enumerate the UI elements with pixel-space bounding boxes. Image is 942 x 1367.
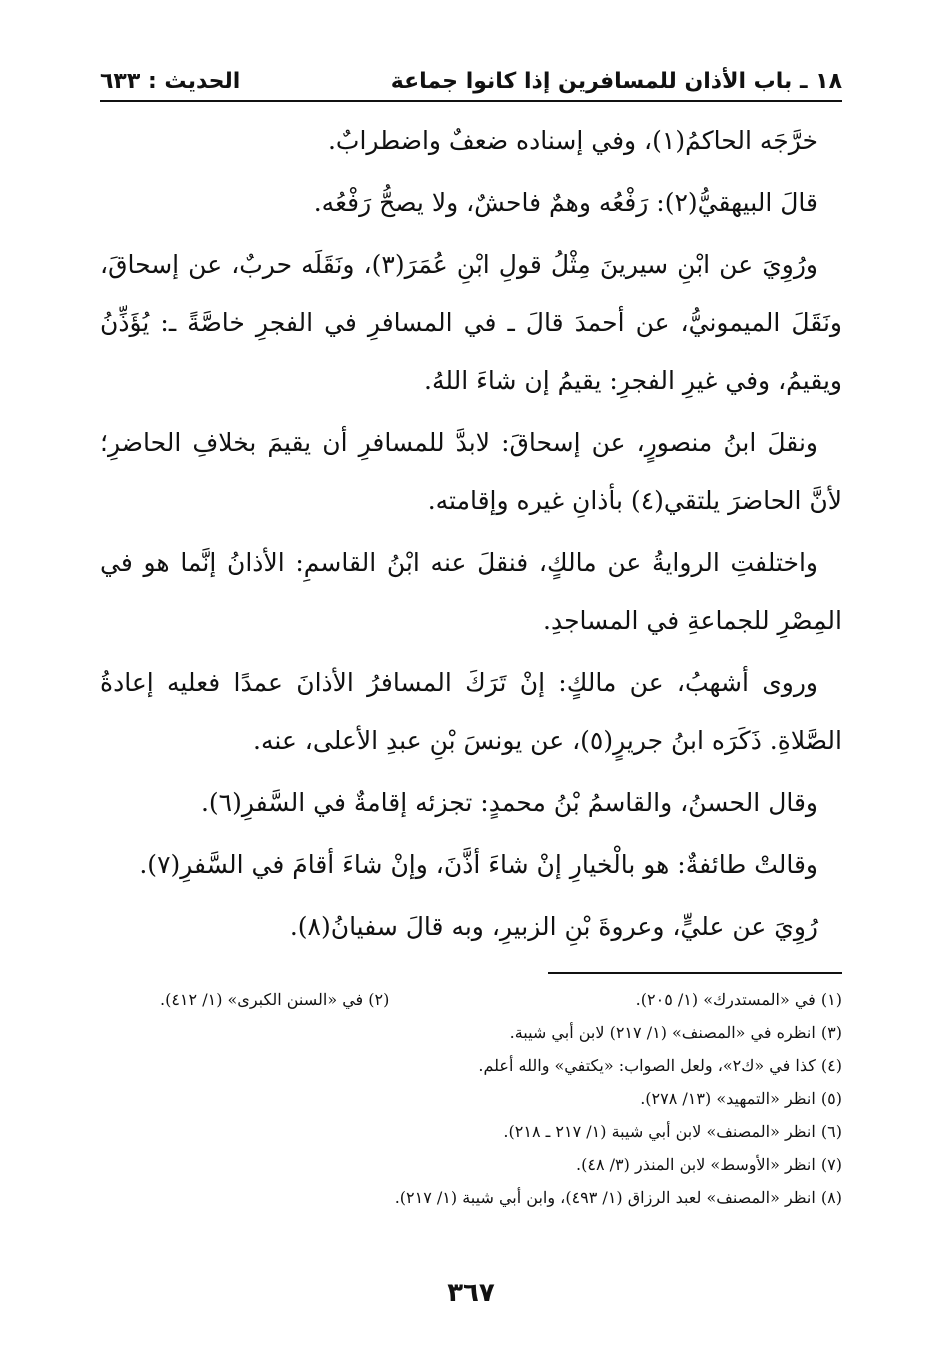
running-header [100, 64, 842, 98]
footnote-5: (٥) انظر «التمهيد» (١٣/ ٢٧٨). [640, 1089, 842, 1108]
footnote-3: (٣) انظره في «المصنف» (١/ ٢١٧) لابن أبي شيبة. [509, 1023, 842, 1042]
paragraph-7: وقال الحسنُ، والقاسمُ بْنُ محمدٍ: تجزئه إقامةٌ في السَّفرِ(٦). [200, 788, 818, 817]
footnote-8: (٨) انظر «المصنف» لعبد الرزاق (١/ ٤٩٣)، وابن أبي شيبة (١/ ٢١٧). [394, 1188, 842, 1207]
footnote-7: (٧) انظر «الأوسط» لابن المنذر (٣/ ٤٨). [576, 1155, 842, 1174]
paragraph-6: وروى أشهبُ، عن مالكٍ: إنْ تَرَكَ المسافرُ الأذانَ عمدًا فعليه إعادةُ الصَّلاةِ. ذَكَرَه ابنُ جريرٍ(٥)، عن يونسَ بْنِ عبدِ الأعلى، عنه. [100, 668, 842, 755]
footnote-row [100, 983, 842, 1016]
footnote-4: (٤) كذا في «ك٢»، ولعل الصواب: «يكتفي» والله أعلم. [478, 1056, 842, 1075]
footnote-1: (١) في «المستدرك» (١/ ٢٠٥). [635, 990, 842, 1009]
footnote-6: (٦) انظر «المصنف» لابن أبي شيبة (١/ ٢١٧ ـ ٢١٨). [503, 1122, 842, 1141]
header-divider [100, 100, 842, 102]
footnote-divider [548, 972, 842, 974]
main-text [100, 112, 842, 960]
hadith-reference: الحديث : ٦٣٣ [100, 68, 241, 94]
paragraph-2: قالَ البيهقيُّ(٢): رَفْعُه وهمٌ فاحشٌ، ولا يصحُّ رَفْعُه. [313, 188, 818, 217]
paragraph-3: ورُوِيَ عن ابْنِ سيرينَ مِثْلُ قولِ ابْنِ عُمَرَ(٣)، ونَقَلَه حربٌ، عن إسحاقَ، ونَقَلَ الميمونيُّ، عن أحمدَ قالَ ـ في المسافرِ في الفجرِ خاصَّةً ـ: يُؤَذِّنُ ويقيمُ، وفي غيرِ الفجرِ: يقيمُ إن شاءَ اللهُ. [100, 250, 842, 395]
paragraph-5: واختلفتِ الروايةُ عن مالكٍ، فنقلَ عنه ابْنُ القاسمِ: الأذانُ إنَّما هو في المِصْرِ للجماعةِ في المساجدِ. [100, 548, 842, 635]
paragraph-1: خرَّجَه الحاكمُ(١)، وفي إسناده ضعفٌ واضطرابٌ. [327, 126, 818, 155]
paragraph-8: وقالتْ طائفةٌ: هو بالْخيارِ إنْ شاءَ أذَّنَ، وإنْ شاءَ أقامَ في السَّفرِ(٧). [139, 850, 818, 879]
chapter-title: ١٨ ـ باب الأذان للمسافرين إذا كانوا جماعة [390, 68, 842, 94]
page-number: ٣٦٧ [447, 1278, 495, 1308]
paragraph-4: ونقلَ ابنُ منصورٍ، عن إسحاقَ: لابدَّ للمسافرِ أن يقيمَ بخلافِ الحاضرِ؛ لأنَّ الحاضرَ يلتقي(٤) بأذانِ غيره وإقامته. [100, 428, 842, 515]
footnotes [100, 983, 842, 1214]
paragraph-9: رُوِيَ عن عليٍّ، وعروةَ بْنِ الزبيرِ، وبه قالَ سفيانُ(٨). [289, 912, 818, 941]
footnote-2: (٢) في «السنن الكبرى» (١/ ٤١٢). [160, 990, 390, 1009]
